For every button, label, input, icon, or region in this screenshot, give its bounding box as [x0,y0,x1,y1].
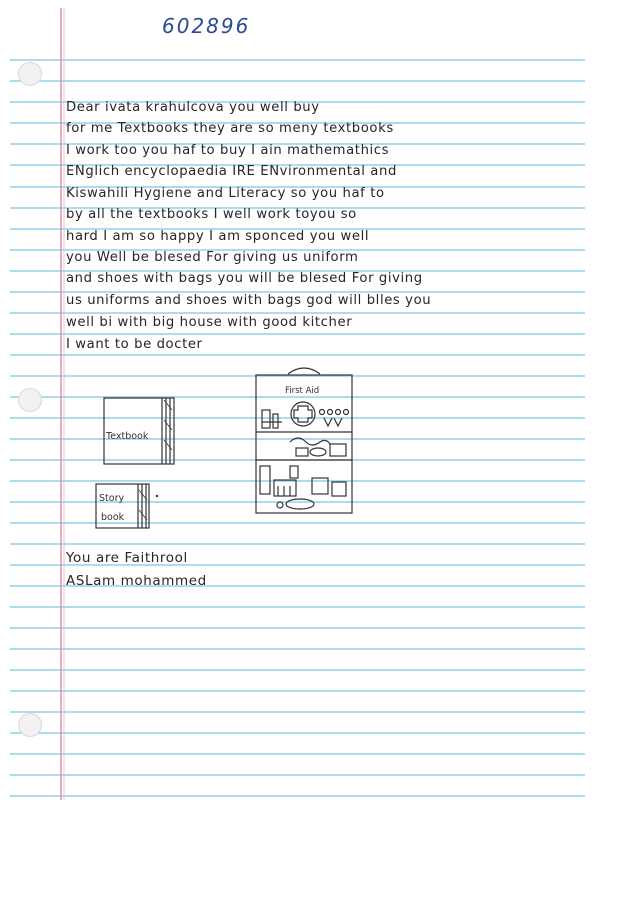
textbook-label: Textbook [106,431,149,442]
letter-line: Dear ivata krahulcova you well buy [66,100,320,115]
letter-line: I work too you haf to buy I ain mathemathics [66,143,390,158]
closing-line: You are Faithrool [66,550,188,566]
first-aid-label: First Aid [285,386,320,396]
storybook-label-line2: book [101,512,125,523]
letter-line: by all the textbooks I well work toyou so [66,207,357,222]
id-number: 602896 [162,14,251,38]
letter-line: ENglich encyclopaedia IRE ENvironmental and [66,164,397,179]
letter-line: Kiswahili Hygiene and Literacy so you haf to [66,186,385,201]
letter-line: for me Textbooks they are so meny textbooks [66,121,394,136]
letter-line: and shoes with bags you will be blesed For giving [66,271,423,286]
storybook-label-line1: Story [99,493,125,504]
letter-line: you Well be blesed For giving us uniform [66,250,359,265]
letter-line: well bi with big house with good kitcher [66,315,353,330]
signature: ASLam mohammed [66,573,207,589]
dot-mark [156,495,158,497]
letter-line: I want to be docter [66,337,203,352]
letter-line: hard I am so happy I am sponced you well [66,229,370,244]
letter-line: us uniforms and shoes with bags god will blles you [66,293,432,308]
